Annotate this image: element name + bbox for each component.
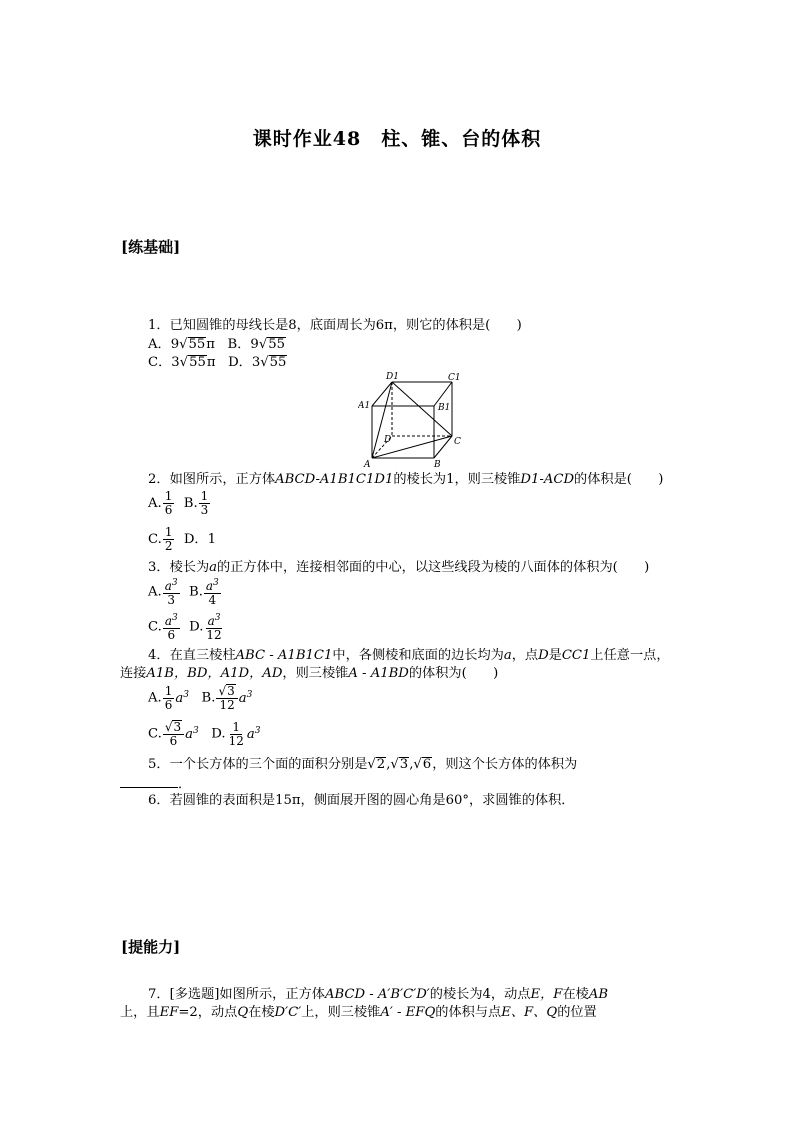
q3-options-ab bbox=[148, 577, 222, 607]
label-a1: A1 bbox=[358, 401, 371, 411]
label-b: B bbox=[434, 460, 441, 470]
q7-l2e: 的体积与点 bbox=[435, 1005, 502, 1020]
q4-a-label: A. bbox=[148, 690, 162, 706]
q3-b-num: $a^3$ bbox=[205, 578, 219, 593]
q4-c-label: C. bbox=[148, 726, 162, 742]
q2-d-label: D．1 bbox=[183, 532, 216, 547]
q1-d-rad: 55 bbox=[269, 355, 287, 370]
q3-stem-pre: 3．棱长为 bbox=[148, 560, 210, 575]
q3-d-den: 12 bbox=[206, 628, 222, 642]
q4-d-label: D. bbox=[211, 726, 226, 742]
q1-c-rad: 55 bbox=[189, 355, 206, 370]
q4-var-a: a bbox=[503, 648, 512, 663]
q4-l1a: 4．在直三棱柱 bbox=[148, 648, 236, 663]
section-advanced: [提能力] bbox=[121, 938, 181, 956]
q7-l2d: 上，则三棱锥 bbox=[301, 1005, 381, 1020]
q2-a-frac bbox=[163, 490, 175, 517]
q4-a-frac bbox=[163, 685, 175, 712]
cube-figure bbox=[358, 370, 468, 470]
q7-line2 bbox=[120, 1004, 597, 1022]
q4-options-ab bbox=[148, 684, 252, 712]
q1-a-tail: π bbox=[206, 337, 215, 352]
q2-stem-mid: 的棱长为1，则三棱锥 bbox=[393, 472, 521, 487]
q7-l2a: 上，且 bbox=[120, 1005, 160, 1020]
q3-options-cd bbox=[148, 612, 225, 642]
q4-b-var: $a^3$ bbox=[238, 689, 253, 706]
q4-line2 bbox=[120, 665, 498, 683]
q7-l1a: 7．[多选题]如图所示，正方体 bbox=[148, 987, 325, 1002]
q4-seg: CC1 bbox=[561, 648, 591, 663]
q4-pt-d: D bbox=[538, 648, 549, 663]
q4-l2-segs: A1B，BD，A1D，AD bbox=[146, 666, 283, 681]
q1-options-cd bbox=[148, 354, 287, 372]
q2-options-cd bbox=[148, 526, 216, 553]
q4-d-den: 12 bbox=[228, 733, 244, 748]
q4-l1d: 是 bbox=[548, 648, 562, 663]
q4-b-den: 12 bbox=[219, 698, 235, 712]
q3-a-label: A. bbox=[148, 584, 162, 600]
q3-a-frac bbox=[163, 577, 180, 607]
q2-c-num: 1 bbox=[164, 525, 173, 539]
q7-edge: AB bbox=[588, 987, 609, 1002]
q4-c-den: 6 bbox=[169, 734, 178, 748]
q5-answer-line: ． bbox=[120, 775, 191, 794]
q4-d-num: 1 bbox=[232, 719, 241, 734]
q3-stem bbox=[148, 559, 649, 577]
q4-options-cd bbox=[148, 720, 260, 748]
q4-a-var: $a^3$ bbox=[175, 689, 189, 706]
q1-a-label: A．9 bbox=[148, 337, 180, 352]
q5-r3: 6 bbox=[422, 757, 432, 772]
q4-l2a: 连接 bbox=[120, 666, 147, 681]
q4-b-num: √3 bbox=[216, 684, 237, 699]
q3-b-den: 4 bbox=[208, 593, 217, 607]
q7-pyr: A′ - EFQ bbox=[380, 1005, 436, 1020]
q7-cube: ABCD - A′B′C′D′ bbox=[324, 987, 430, 1002]
radical-sign: √ bbox=[260, 355, 269, 370]
q2-stem-pre: 2．如图所示，正方体 bbox=[148, 472, 276, 487]
q1-a-rad: 55 bbox=[188, 337, 206, 352]
q2-stem bbox=[148, 471, 663, 489]
q7-q: Q bbox=[237, 1005, 249, 1020]
q2-c-frac bbox=[163, 526, 175, 553]
q5-blank[interactable] bbox=[120, 775, 178, 788]
radical-sign: √ bbox=[179, 355, 189, 370]
q7-line1 bbox=[148, 986, 608, 1004]
q2-stem-post: 的体积是( ) bbox=[574, 472, 664, 487]
q2-b-den: 3 bbox=[200, 503, 209, 517]
q1-d-label: D．3 bbox=[228, 355, 261, 370]
q4-c-rad: 3 bbox=[173, 720, 182, 734]
q3-var: a bbox=[209, 560, 218, 575]
q2-options-ab bbox=[148, 490, 211, 517]
q3-d-label: D. bbox=[189, 619, 204, 635]
q7-tail: E、F、Q bbox=[501, 1005, 558, 1020]
q3-c-num: $a^3$ bbox=[164, 613, 178, 628]
q4-c-var: $a^3$ bbox=[185, 725, 199, 742]
q7-l2b: =2，动点 bbox=[178, 1005, 238, 1020]
q4-a-den: 6 bbox=[164, 697, 173, 712]
q4-prism: ABC - A1B1C1 bbox=[235, 648, 333, 663]
q6-stem: 6．若圆锥的表面积是15π，侧面展开图的圆心角是60°，求圆锥的体积． bbox=[148, 793, 575, 808]
q7-l2f: 的位置 bbox=[557, 1005, 597, 1020]
label-a: A bbox=[364, 460, 371, 470]
q5-stem-post: ，则这个长方体的体积为 bbox=[432, 757, 578, 772]
q4-b-frac bbox=[216, 684, 237, 712]
q2-a-num: 1 bbox=[164, 489, 173, 503]
q1-b-rad: 55 bbox=[268, 337, 286, 352]
q3-a-den: 3 bbox=[167, 593, 175, 607]
q4-b-rad: 3 bbox=[227, 684, 235, 698]
q2-cube: ABCD-A1B1C1D1 bbox=[275, 472, 394, 487]
q7-ef: EF bbox=[159, 1005, 179, 1020]
q4-c-frac bbox=[163, 720, 184, 748]
label-c1: C1 bbox=[448, 373, 461, 383]
q5-r2: 3 bbox=[399, 757, 409, 772]
q5-stem-pre: 5．一个长方体的三个面的面积分别是 bbox=[148, 757, 368, 772]
q5-r1: 2 bbox=[376, 757, 386, 772]
q1-options-ab bbox=[148, 336, 286, 354]
q4-d-frac bbox=[227, 721, 246, 748]
q1-c-label: C．3 bbox=[148, 355, 180, 370]
q3-d-frac bbox=[204, 612, 223, 642]
q2-c-den: 2 bbox=[164, 539, 173, 553]
q2-b-frac bbox=[199, 490, 211, 517]
q3-stem-post: 的正方体中，连接相邻面的中心，以这些线段为棱的八面体的体积为( ) bbox=[217, 560, 650, 575]
q1-b-label: B．9 bbox=[227, 337, 259, 352]
page-title: 课时作业48 柱、锥、台的体积 bbox=[252, 128, 542, 150]
q1-c-tail: π bbox=[206, 355, 216, 370]
q4-d-var: $a^3$ bbox=[246, 725, 261, 742]
q7-l2c: 在棱 bbox=[248, 1005, 275, 1020]
q3-b-frac bbox=[204, 577, 221, 607]
radical-sign: √ bbox=[179, 337, 188, 352]
q4-b-label: B. bbox=[201, 690, 216, 706]
q4-line1 bbox=[148, 647, 670, 665]
q4-a-num: 1 bbox=[164, 683, 173, 698]
section-basic: [练基础] bbox=[121, 238, 181, 256]
q1-stem: 1．已知圆锥的母线长是8，底面周长为6π，则它的体积是( ) bbox=[148, 318, 522, 333]
q4-l2b: ，则三棱锥 bbox=[282, 666, 349, 681]
q3-c-label: C. bbox=[148, 619, 162, 635]
label-c: C bbox=[454, 437, 461, 447]
label-d: D bbox=[384, 435, 392, 445]
q7-l1b: 的棱长为4，动点 bbox=[429, 987, 531, 1002]
q3-c-frac bbox=[163, 612, 180, 642]
label-b1: B1 bbox=[438, 403, 451, 413]
q4-l1c: ，点 bbox=[511, 648, 539, 663]
radical-sign: √ bbox=[258, 337, 268, 352]
q4-pyramid: A - A1BD bbox=[348, 666, 409, 681]
q3-a-num: $a^3$ bbox=[164, 578, 178, 593]
q3-b-label: B. bbox=[189, 584, 203, 600]
q4-c-num: √3 bbox=[163, 720, 184, 735]
edge-bc bbox=[434, 436, 452, 458]
label-d1: D1 bbox=[386, 372, 399, 382]
q4-l2c: 的体积为( ) bbox=[408, 666, 499, 681]
q7-edge2: D′C′ bbox=[274, 1005, 302, 1020]
q2-pyramid: D1-ACD bbox=[520, 472, 575, 487]
q2-b-num: 1 bbox=[200, 489, 209, 503]
q3-c-den: 6 bbox=[167, 628, 176, 642]
q2-a-den: 6 bbox=[164, 503, 173, 517]
q3-d-num: $a^3$ bbox=[207, 613, 221, 628]
q7-l1c: 在棱 bbox=[562, 987, 589, 1002]
q5-stem: 5．一个长方体的三个面的面积分别是√2,√3,√6，则这个长方体的体积为 bbox=[148, 757, 578, 772]
q4-l1e: 上任意一点， bbox=[590, 648, 670, 663]
q2-b-label: B. bbox=[183, 496, 198, 511]
q2-c-label: C. bbox=[148, 532, 162, 547]
q7-pts: E，F bbox=[530, 987, 563, 1002]
q2-a-label: A. bbox=[148, 496, 162, 511]
q4-l1b: 中，各侧棱和底面的边长均为 bbox=[332, 648, 504, 663]
